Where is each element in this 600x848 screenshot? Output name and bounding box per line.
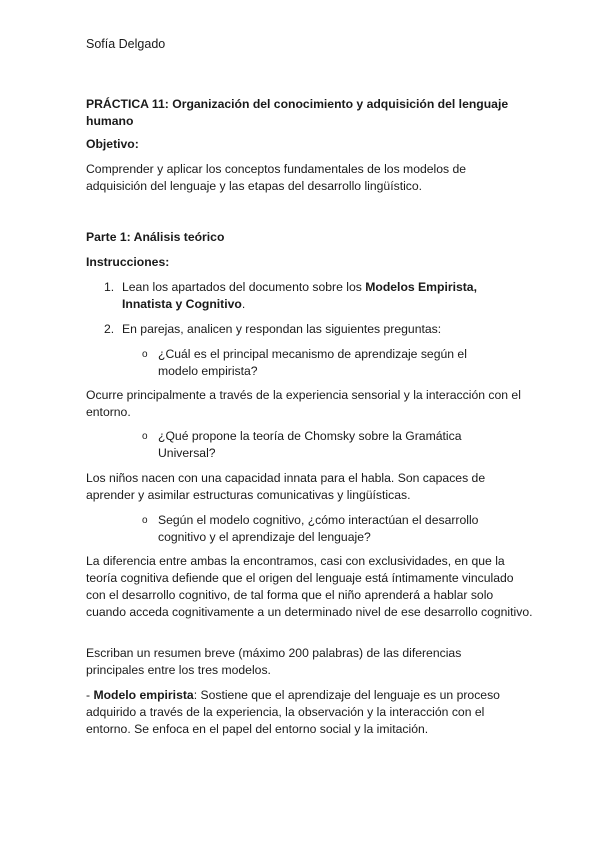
page-title: PRÁCTICA 11: Organización del conocimiento y adquisición del lenguaje humano (86, 97, 509, 128)
objective-heading: Objetivo: (86, 137, 139, 151)
answer-text: La diferencia entre ambas la encontramos, casi con exclusividades, en que la teoría cognitiva defiende que el origen del lenguaje está íntimamente vinculado con el desarrollo cognitivo, de tal forma que el niño aprenderá a hablar solo cuando acceda cognitivamente a un determinado nivel de ese desarrollo cognitivo. (86, 554, 533, 619)
objective-text: Comprender y aplicar los conceptos fundamentales de los modelos de adquisición del lenguaje y las etapas del desarrollo lingüístico. (86, 162, 467, 193)
bullet-icon: o (142, 431, 148, 442)
instruction-text (122, 279, 492, 313)
summary-label: Modelo empirista (93, 688, 194, 702)
bullet-icon: o (142, 515, 148, 526)
summary-prefix: - (86, 688, 94, 702)
question-text: ¿Cuál es el principal mecanismo de aprendizaje según el modelo empirista? (158, 347, 467, 378)
question-text: Según el modelo cognitivo, ¿cómo interactúan el desarrollo cognitivo y el aprendizaje del lenguaje? (158, 513, 479, 544)
author-name: Sofía Delgado (86, 37, 166, 51)
instruction-number: 1. (104, 280, 115, 294)
instructions-heading: Instrucciones: (86, 255, 170, 269)
instruction-number: 2. (104, 322, 115, 336)
summary-item (86, 687, 516, 738)
answer-text: Ocurre principalmente a través de la experiencia sensorial y la interacción con el entorno. (86, 388, 521, 419)
instruction-text-end: . (241, 297, 246, 311)
summary-text: : Sostiene que el aprendizaje del lenguaje es un proceso adquirido a través de la experiencia, la observación y la interacción con el entorno. Se enfoca en el papel del entorno social y la imitación. (86, 688, 500, 736)
summary-prompt: Escriban un resumen breve (máximo 200 palabras) de las diferencias principales entre los tres modelos. (86, 646, 462, 677)
bullet-icon: o (142, 349, 148, 360)
part1-heading: Parte 1: Análisis teórico (86, 230, 225, 244)
question-text: ¿Qué propone la teoría de Chomsky sobre la Gramática Universal? (158, 429, 462, 460)
instruction-text: En parejas, analicen y respondan las siguientes preguntas: (122, 322, 442, 336)
instruction-text-part: Lean los apartados del documento sobre los (122, 280, 366, 294)
answer-text: Los niños nacen con una capacidad innata para el habla. Son capaces de aprender y asimilar estructuras comunicativas y lingüísticas. (86, 471, 486, 502)
instruction-text-bold: Modelos Empirista, Innatista y Cognitivo (122, 280, 477, 311)
